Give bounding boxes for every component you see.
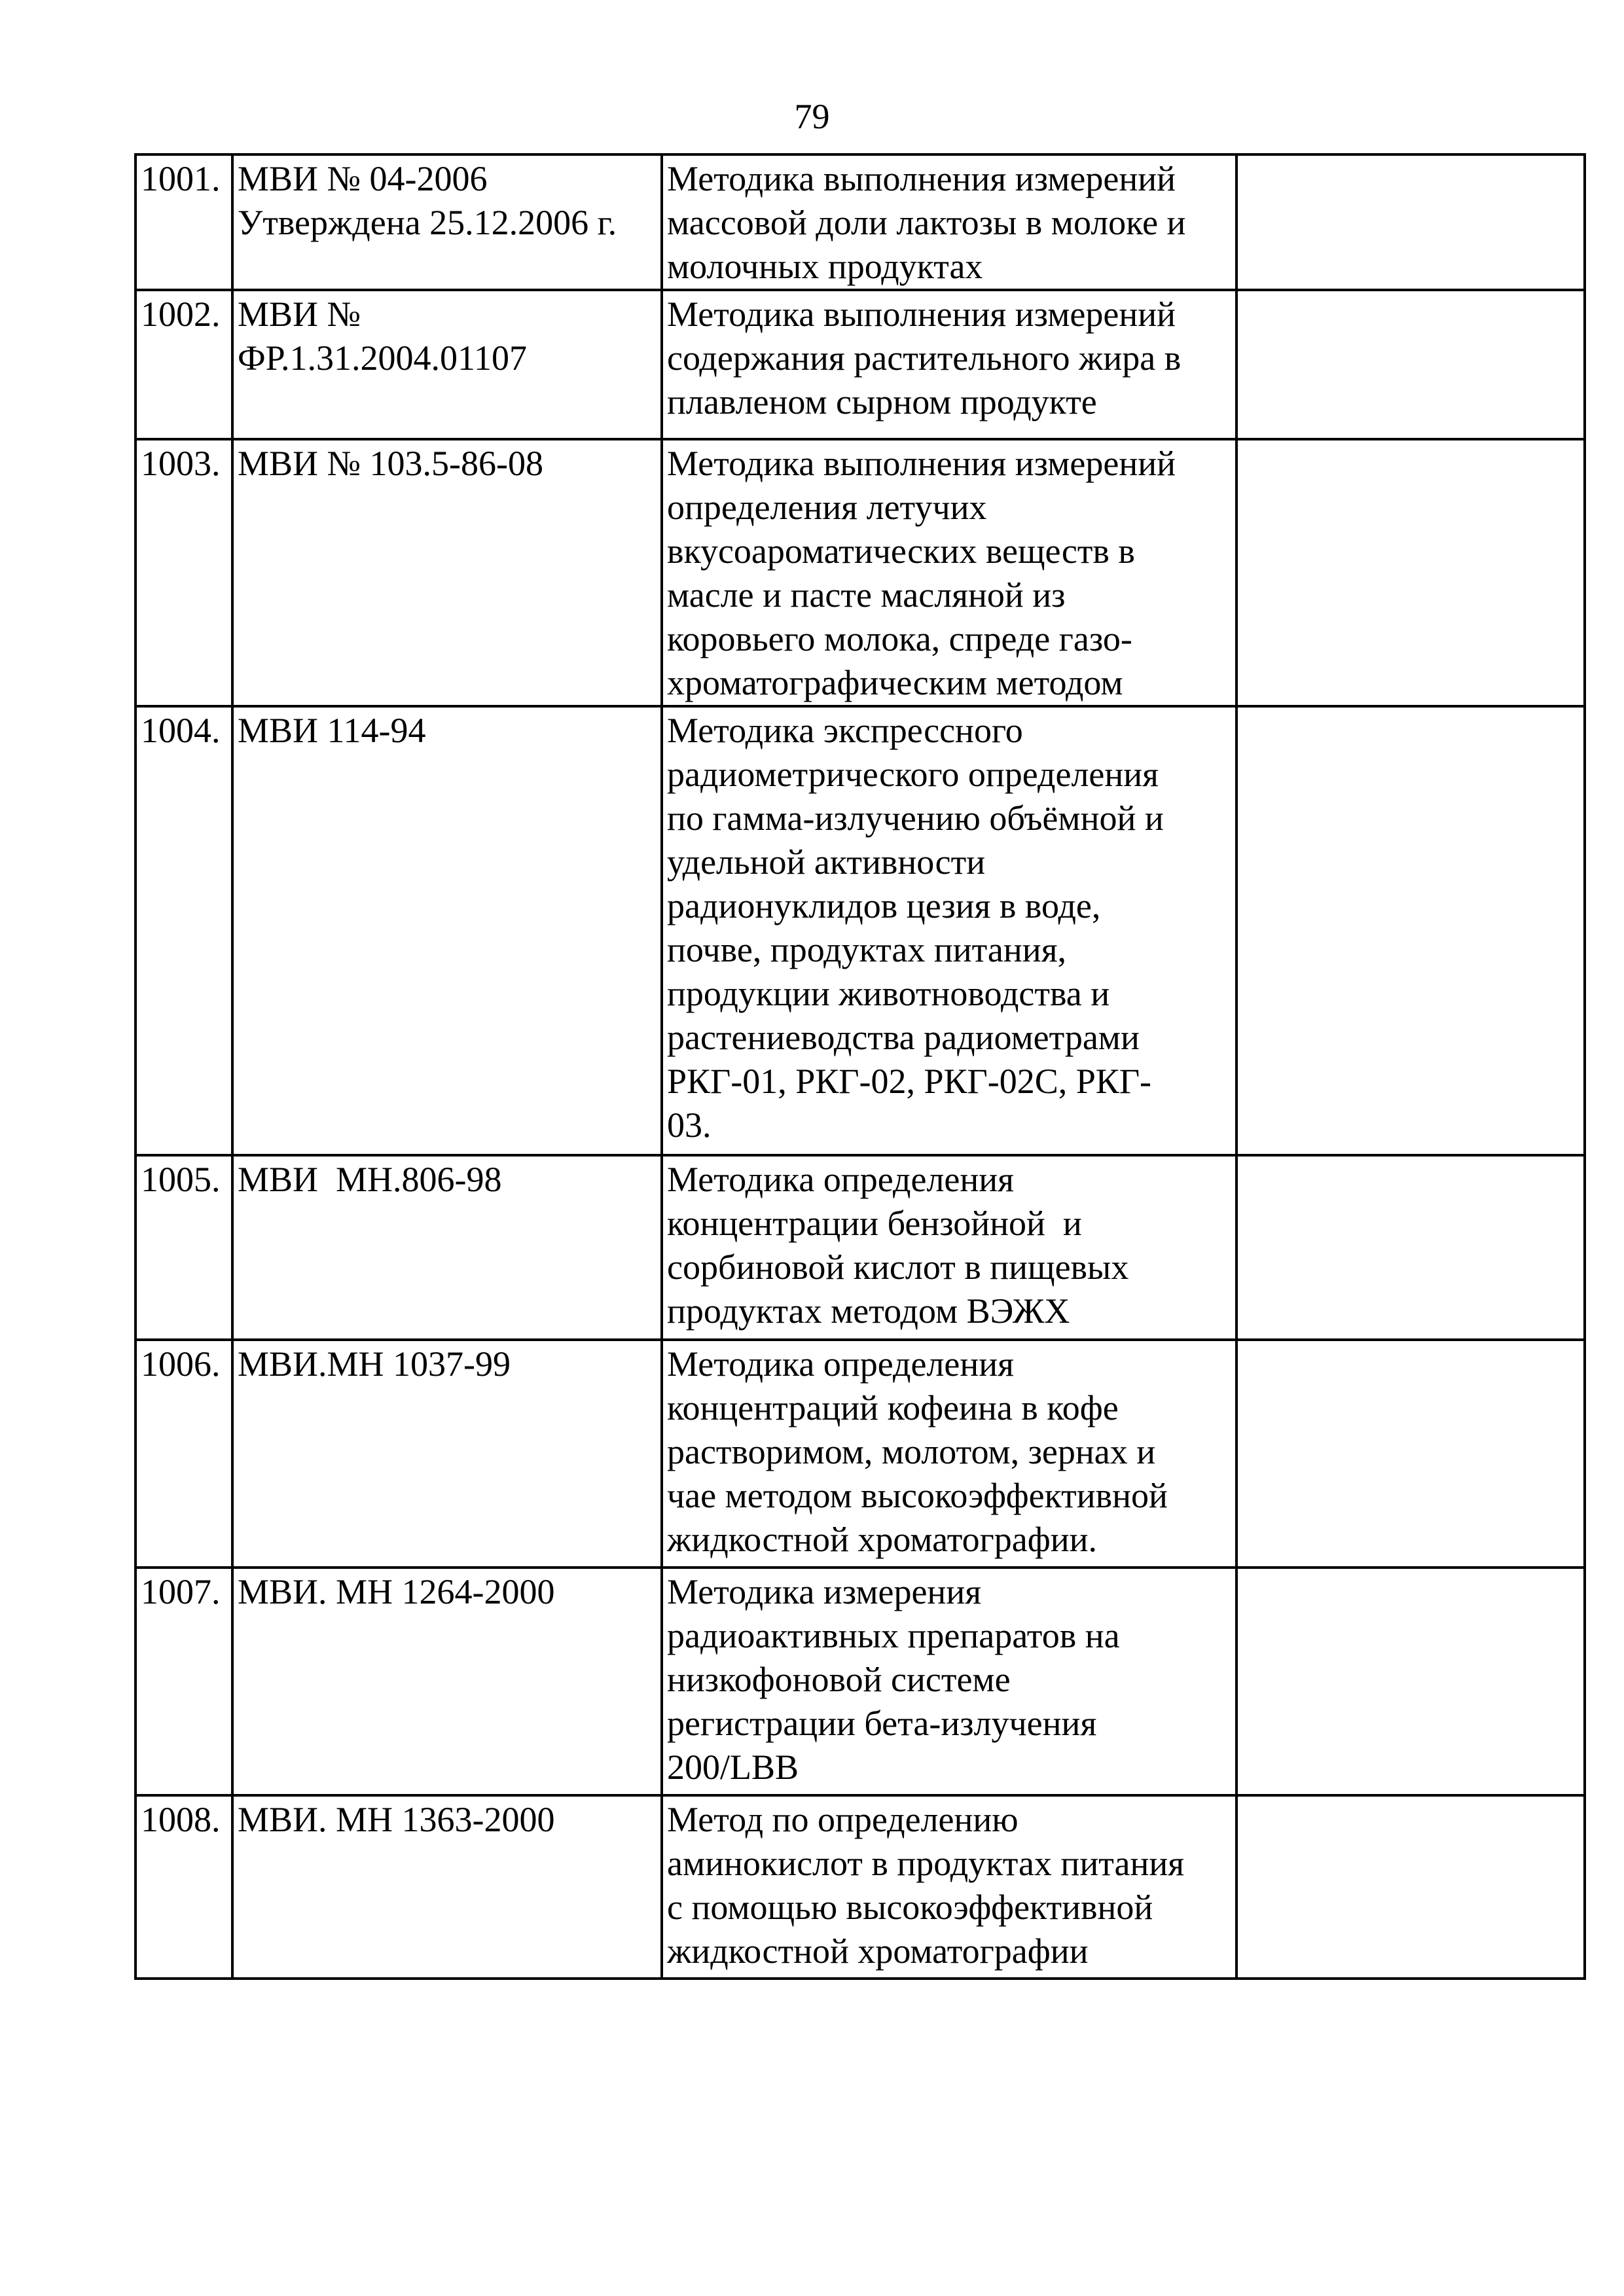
cell-text-line: МВИ. МН 1264-2000 [238,1572,555,1611]
method-description-cell [662,290,1236,439]
method-code-cell [232,290,662,439]
method-description-cell [662,706,1236,1155]
cell-text-line: МВИ МН.806-98 [238,1160,502,1199]
empty-note-cell [1236,1340,1585,1568]
cell-text-line: масле и пасте масляной из [667,575,1066,615]
cell-text-line: Утверждена 25.12.2006 г. [238,203,617,242]
cell-text-line: МВИ. МН 1363-2000 [238,1800,555,1839]
cell-text-line: 200/LBB [667,1748,799,1787]
cell-text-line: низкофоновой системе [667,1660,1011,1699]
table-row [135,1155,1585,1340]
row-number-cell: 1005. [135,1155,232,1340]
registry-table-body [135,154,1585,1979]
empty-note-cell [1236,439,1585,706]
empty-note-cell [1236,1795,1585,1979]
empty-note-cell [1236,706,1585,1155]
cell-text-line: Методика измерения [667,1572,982,1611]
row-number-cell: 1003. [135,439,232,706]
cell-text-line: Методика выполнения измерений [667,295,1176,334]
table-row [135,290,1585,439]
cell-text-line: определения летучих [667,488,987,527]
cell-text-line: массовой доли лактозы в молоке и [667,203,1186,242]
method-code-cell [232,1340,662,1568]
cell-text-line: жидкостной хроматографии [667,1931,1089,1971]
cell-text-line: сорбиновой кислот в пищевых [667,1247,1129,1287]
table-row [135,1795,1585,1979]
cell-text-line: МВИ № [238,295,361,334]
cell-text-line: чае методом высокоэффективной [667,1476,1168,1515]
cell-text-line: Метод по определению [667,1800,1019,1839]
row-number-cell: 1001. [135,154,232,290]
cell-text-line: удельной активности [667,842,986,882]
cell-text-line: ФР.1.31.2004.01107 [238,338,527,378]
method-description-cell [662,1155,1236,1340]
cell-text-line: аминокислот в продуктах питания [667,1844,1185,1883]
cell-text-line: радиометрического определения [667,755,1159,794]
method-description-cell [662,439,1236,706]
cell-text-line: концентраций кофеина в кофе [667,1388,1119,1427]
cell-text-line: почве, продуктах питания, [667,930,1067,969]
table-row [135,1340,1585,1568]
method-code-cell [232,1155,662,1340]
cell-text-line: жидкостной хроматографии. [667,1520,1098,1559]
cell-text-line: концентрации бензойной и [667,1204,1082,1243]
cell-text-line: Методика экспрессного [667,711,1023,750]
cell-text-line: с помощью высокоэффективной [667,1888,1153,1927]
cell-text-line: МВИ 114-94 [238,711,426,750]
cell-text-line: хроматографическим методом [667,663,1123,702]
method-code-cell [232,439,662,706]
method-code-cell [232,1568,662,1795]
cell-text-line: коровьего молока, спреде газо- [667,619,1132,658]
row-number-cell: 1007. [135,1568,232,1795]
table-row [135,706,1585,1155]
cell-text-line: растениеводства радиометрами [667,1018,1140,1057]
empty-note-cell [1236,154,1585,290]
empty-note-cell [1236,1568,1585,1795]
cell-text-line: МВИ.МН 1037-99 [238,1344,511,1384]
empty-note-cell [1236,1155,1585,1340]
row-number-cell: 1002. [135,290,232,439]
cell-text-line: МВИ № 103.5-86-08 [238,444,544,483]
method-code-cell [232,154,662,290]
table-row [135,154,1585,290]
cell-text-line: 03. [667,1105,712,1145]
cell-text-line: радиоактивных препаратов на [667,1616,1120,1655]
row-number-cell: 1008. [135,1795,232,1979]
method-code-cell [232,706,662,1155]
cell-text-line: Методика определения [667,1160,1015,1199]
cell-text-line: регистрации бета-излучения [667,1704,1097,1743]
cell-text-line: плавленом сырном продукте [667,382,1097,422]
page-number: 79 [794,97,830,136]
cell-text-line: продукции животноводства и [667,974,1110,1013]
empty-note-cell [1236,290,1585,439]
cell-text-line: Методика выполнения измерений [667,444,1176,483]
cell-text-line: радионуклидов цезия в воде, [667,886,1101,925]
methods-registry-table [134,153,1586,1980]
cell-text-line: Методика выполнения измерений [667,159,1176,198]
cell-text-line: РКГ-01, РКГ-02, РКГ-02С, РКГ- [667,1062,1152,1101]
cell-text-line: по гамма-излучению объёмной и [667,798,1164,838]
cell-text-line: вкусоароматических веществ в [667,531,1135,571]
row-number-cell: 1006. [135,1340,232,1568]
cell-text-line: содержания растительного жира в [667,338,1182,378]
method-code-cell [232,1795,662,1979]
table-row [135,439,1585,706]
method-description-cell [662,1568,1236,1795]
method-description-cell [662,1340,1236,1568]
method-description-cell [662,154,1236,290]
cell-text-line: растворимом, молотом, зернах и [667,1432,1156,1471]
table-row [135,1568,1585,1795]
cell-text-line: молочных продуктах [667,247,983,286]
cell-text-line: продуктах методом ВЭЖХ [667,1291,1070,1331]
row-number-cell: 1004. [135,706,232,1155]
cell-text-line: Методика определения [667,1344,1015,1384]
method-description-cell [662,1795,1236,1979]
cell-text-line: МВИ № 04-2006 [238,159,488,198]
